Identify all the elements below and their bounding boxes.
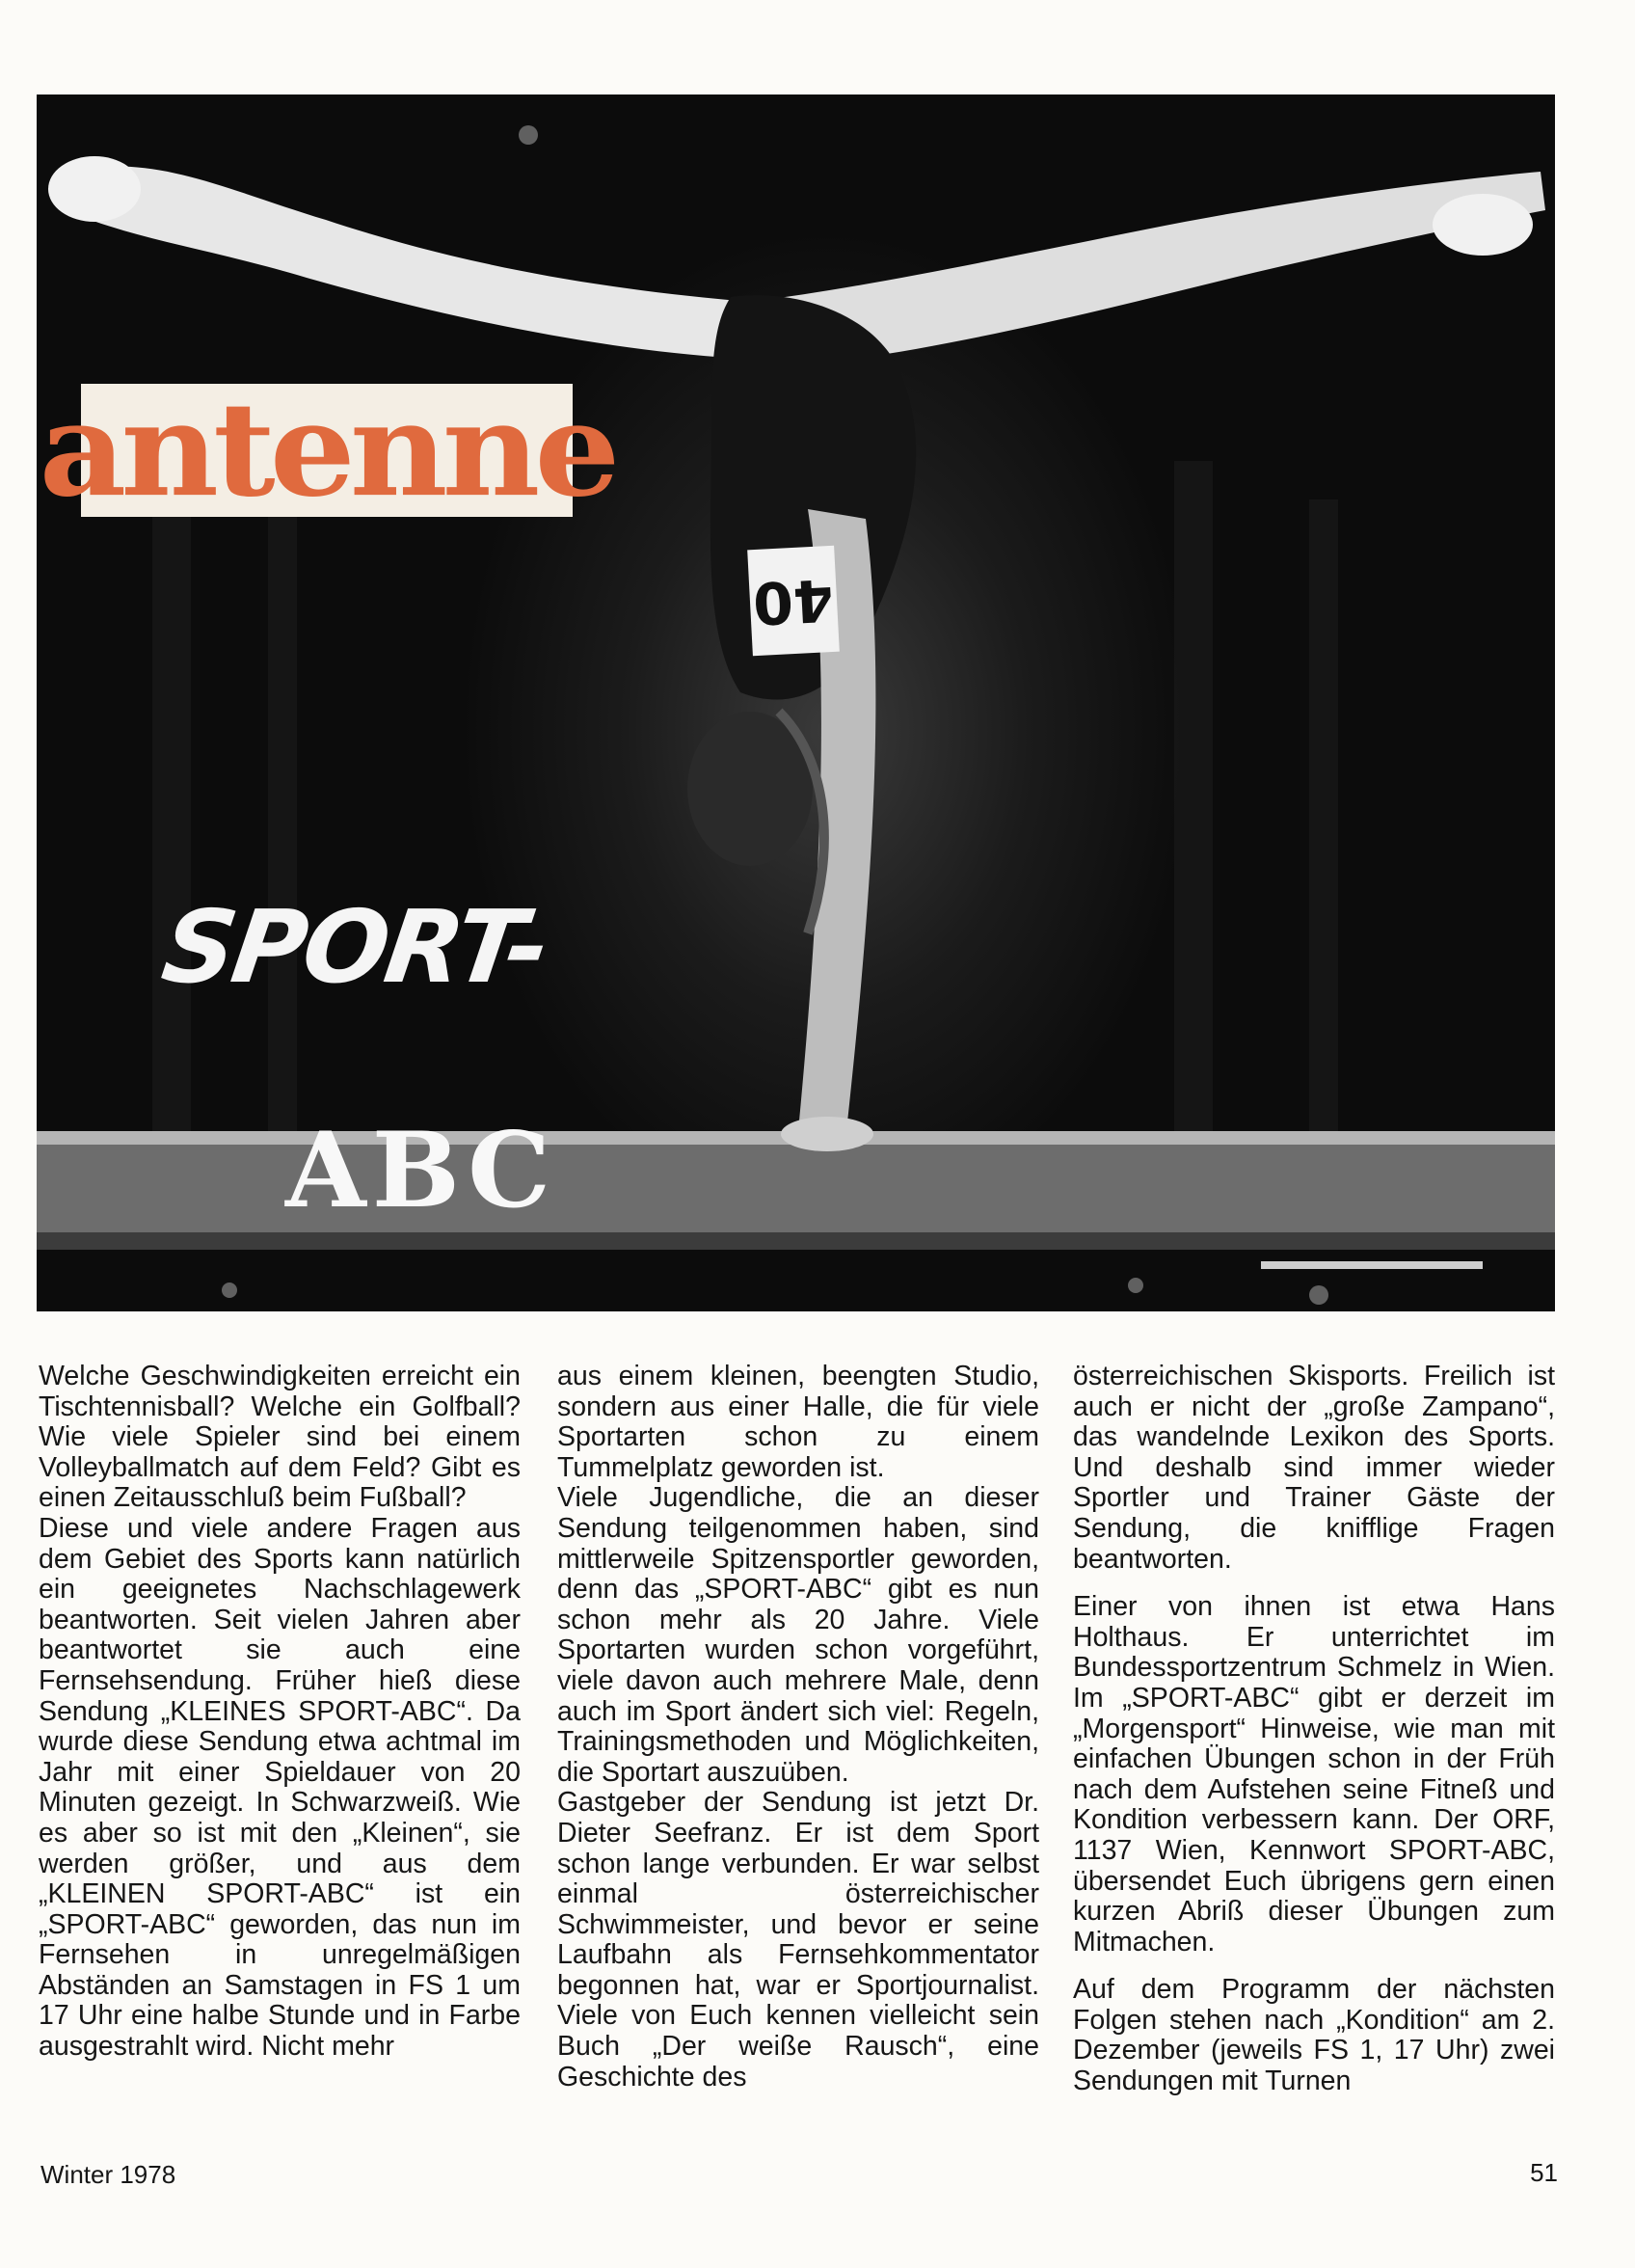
paragraph: Auf dem Programm der nächsten Folgen stehen nach „Kondition“ am 2. Dezember (jeweils FS 1, 17 Uhr) zwei Sendungen mit Turnen [1073,1974,1555,2097]
paragraph: Gastgeber der Sendung ist jetzt Dr. Dieter Seefranz. Er ist dem Sport schon lange verbunden. Er war selbst einmal österreichischer Schwimmeister, und bevor er seine Laufbahn als Fernsehkommentator begonnen hat, war er Sportjournalist. Viele von Euch kennen vielleicht sein Buch „Der weiße Rausch“, eine Geschichte des [557,1787,1039,2092]
article-column-3 [1073,1362,1555,2097]
gymnast-photo [37,94,1555,1311]
paragraph: österreichischen Skisports. Freilich ist auch er nicht der „große Zampano“, das wandelnde Lexikon des Sports. Und deshalb sind immer wieder Sportler und Trainer Gäste der Sendung, die knifflige Fragen beantworten. [1073,1361,1555,1575]
logo-text: antenne [39,374,615,526]
page-number: 51 [1530,2158,1558,2187]
magazine-logo [39,374,615,526]
title-sport: SPORT- [155,888,554,1006]
paragraph: Viele Jugendliche, die an dieser Sendung teilgenommen haben, sind mittlerweile Spitzensportler geworden, denn das „SPORT-ABC“ gibt es nun schon mehr als 20 Jahre. Viele Sportarten wurden schon vorgeführt, viele davon auch mehrere Male, denn auch im Sport ändert sich viel: Regeln, Trainingsmethoden und Möglichkeiten, die Sportart auszuüben. [557,1482,1039,1788]
article-column-1 [39,1362,521,2063]
gymnast-illustration [37,94,1555,1311]
article-column-2 [557,1362,1039,2092]
paragraph: aus einem kleinen, beengten Studio, sondern aus einer Halle, die für viele Sportarten schon zu einem Tummelplatz geworden ist. [557,1361,1039,1483]
title-abc: ABC [285,1110,557,1231]
paragraph: Diese und viele andere Fragen aus dem Gebiet des Sports kann natürlich ein geeignetes Nachschlagewerk beantworten. Seit vielen Jahren aber beantwortet sie auch eine Fernsehsendung. Früher hieß diese Sendung „KLEINES SPORT-ABC“. Da wurde diese Sendung etwa achtmal im Jahr mit einer Spieldauer von 20 Minuten gezeigt. In Schwarzweiß. Wie es aber so ist mit den „Kleinen“, sie werden größer, und aus dem „KLEINEN SPORT-ABC“ ist ein „SPORT-ABC“ geworden, das nun im Fernsehen in unregelmäßigen Abständen an Samstagen in FS 1 um 17 Uhr eine halbe Stunde und in Farbe ausgestrahlt wird. Nicht mehr [39,1512,521,2063]
paragraph: Einer von ihnen ist etwa Hans Holthaus. Er unterrichtet im Bundessportzentrum Schmelz in Wien. Im „SPORT-ABC“ gibt er derzeit im „Morgensport“ Hinweise, wie man mit einfachen Übungen schon in der Früh nach dem Aufstehen seine Fitneß und Kondition verbessern kann. Der ORF, 1137 Wien, Kennwort SPORT-ABC, übersendet Euch übrigens gern einen kurzen Abriß dieser Übungen zum Mitmachen. [1073,1591,1555,1958]
bib-number: 40 [747,546,840,657]
paragraph: Welche Geschwindigkeiten erreicht ein Tischtennisball? Welche ein Golfball? Wie viele Spieler sind bei einem Volleyballmatch auf dem Feld? Gibt es einen Zeitausschluß beim Fußball? [39,1361,521,1514]
issue-label: Winter 1978 [40,2160,176,2189]
